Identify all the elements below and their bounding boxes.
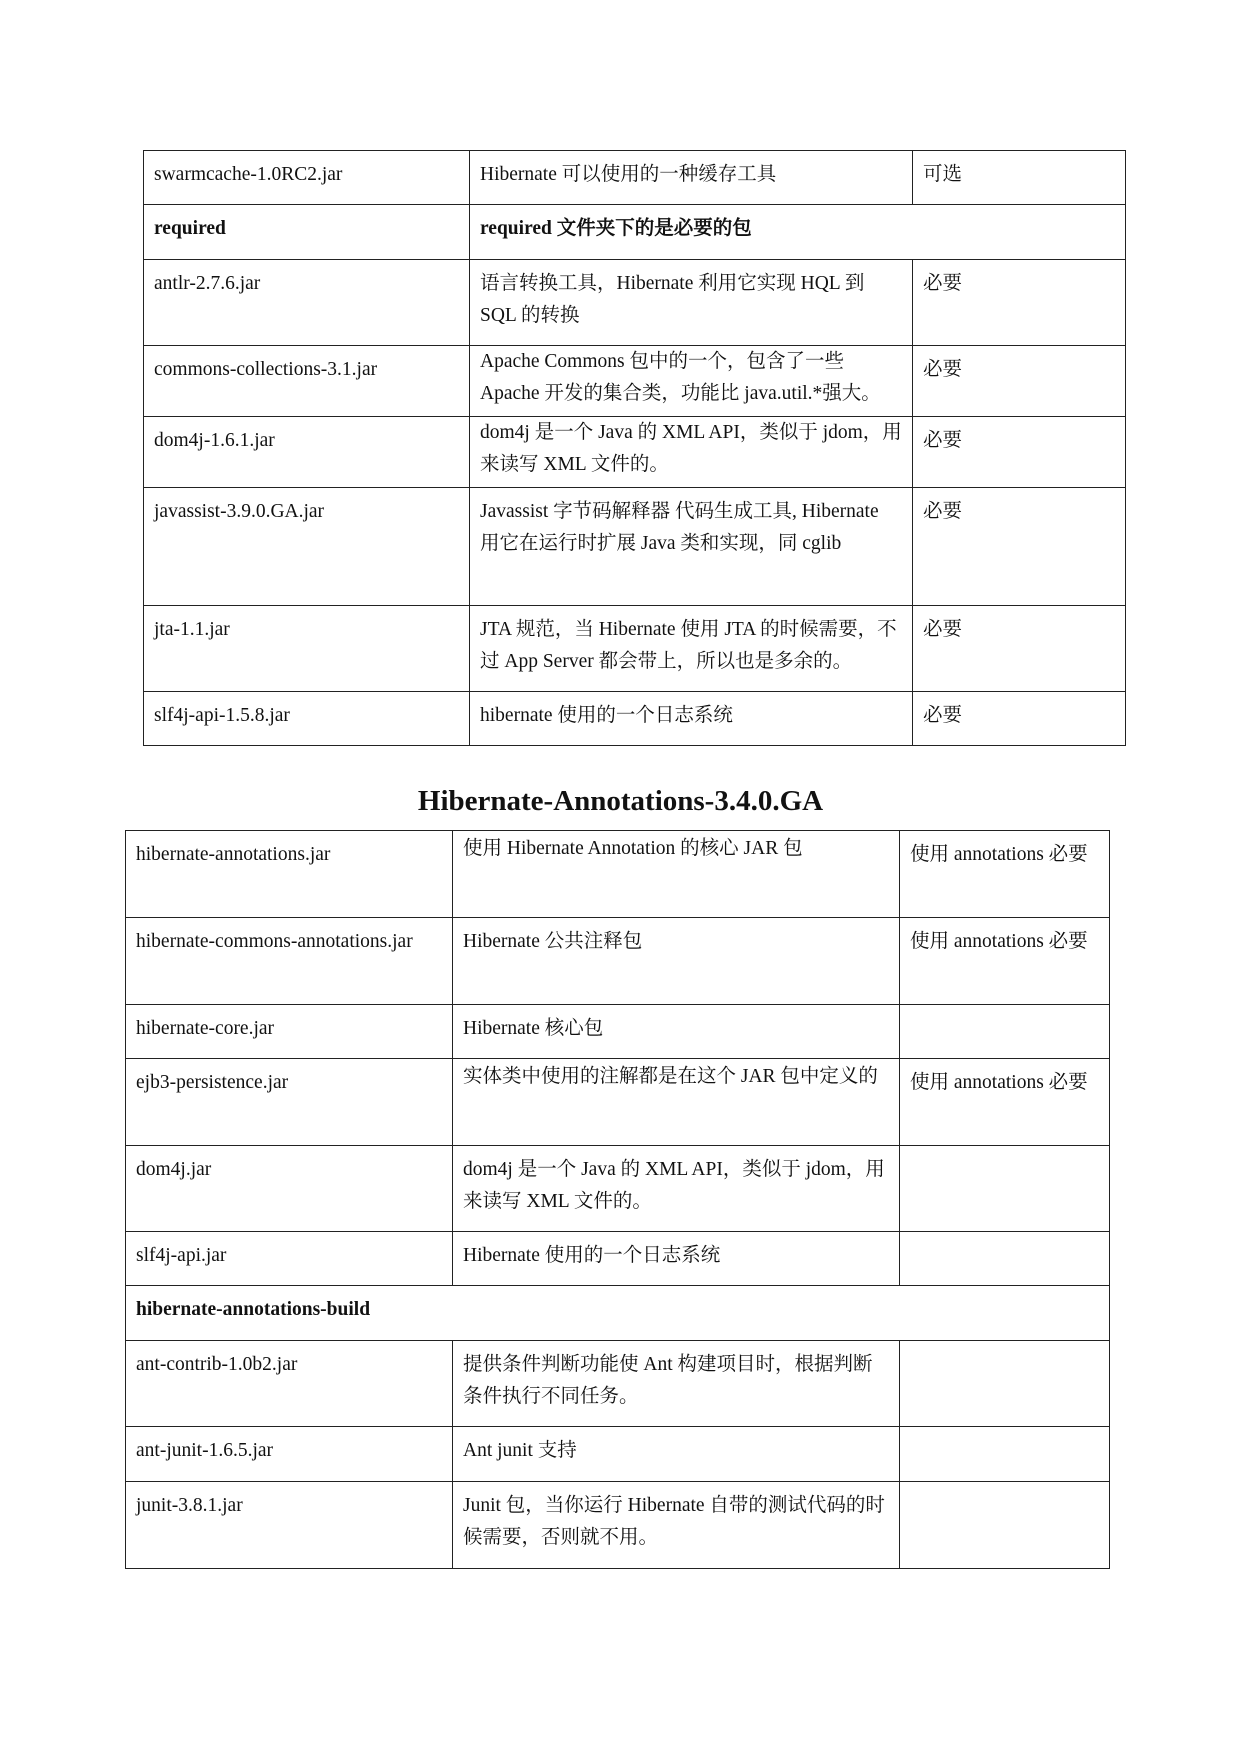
jar-description-cell: Hibernate 核心包: [453, 1005, 900, 1059]
jar-requirement-cell: 必要: [913, 417, 1126, 488]
table-row: [144, 488, 1126, 606]
jar-requirement-cell: 必要: [913, 692, 1126, 746]
section-row: [144, 205, 1126, 260]
jar-requirement-cell: [900, 1232, 1110, 1286]
jar-description-cell: Apache Commons 包中的一个，包含了一些 Apache 开发的集合类，功能比 java.util.*强大。: [470, 346, 913, 417]
jar-description-cell: 使用 Hibernate Annotation 的核心 JAR 包: [453, 831, 900, 918]
jar-name-cell: jta-1.1.jar: [144, 606, 470, 692]
jar-description-cell: 提供条件判断功能使 Ant 构建项目时，根据判断条件执行不同任务。: [453, 1341, 900, 1427]
table-row: [126, 918, 1110, 1005]
table-row: [144, 692, 1126, 746]
table-row: [126, 1146, 1110, 1232]
jar-requirement-cell: 必要: [913, 606, 1126, 692]
jar-name-cell: swarmcache-1.0RC2.jar: [144, 151, 470, 205]
jar-requirement-cell: 必要: [913, 346, 1126, 417]
table-row: [126, 831, 1110, 918]
jar-name-cell: junit-3.8.1.jar: [126, 1482, 453, 1569]
jar-description-cell: 实体类中使用的注解都是在这个 JAR 包中定义的: [453, 1059, 900, 1146]
jar-description-cell: hibernate 使用的一个日志系统: [470, 692, 913, 746]
jar-name-cell: hibernate-commons-annotations.jar: [126, 918, 453, 1005]
section-name-cell: hibernate-annotations-build: [126, 1286, 1110, 1341]
section-row: [126, 1286, 1110, 1341]
jar-requirement-cell: [900, 1146, 1110, 1232]
section-description-cell: required 文件夹下的是必要的包: [470, 205, 1126, 260]
jar-description-cell: Hibernate 公共注释包: [453, 918, 900, 1005]
jar-name-cell: antlr-2.7.6.jar: [144, 260, 470, 346]
table-row: [126, 1341, 1110, 1427]
jar-description-cell: dom4j 是一个 Java 的 XML API，类似于 jdom，用来读写 XML 文件的。: [470, 417, 913, 488]
jar-requirement-cell: [900, 1341, 1110, 1427]
jar-description-cell: JTA 规范，当 Hibernate 使用 JTA 的时候需要，不过 App Server 都会带上，所以也是多余的。: [470, 606, 913, 692]
jar-requirement-cell: [900, 1005, 1110, 1059]
jar-table-hibernate-core: [143, 150, 1126, 746]
jar-table-hibernate-annotations: [125, 830, 1110, 1569]
jar-requirement-cell: [900, 1482, 1110, 1569]
table-row: [144, 417, 1126, 488]
jar-requirement-cell: [900, 1427, 1110, 1482]
jar-description-cell: Hibernate 可以使用的一种缓存工具: [470, 151, 913, 205]
jar-name-cell: dom4j-1.6.1.jar: [144, 417, 470, 488]
jar-name-cell: ejb3-persistence.jar: [126, 1059, 453, 1146]
section-name-cell: required: [144, 205, 470, 260]
table-row: [126, 1232, 1110, 1286]
jar-name-cell: slf4j-api.jar: [126, 1232, 453, 1286]
jar-description-cell: Ant junit 支持: [453, 1427, 900, 1482]
table-row: [126, 1059, 1110, 1146]
jar-name-cell: slf4j-api-1.5.8.jar: [144, 692, 470, 746]
jar-requirement-cell: 使用 annotations 必要: [900, 1059, 1110, 1146]
jar-requirement-cell: 必要: [913, 488, 1126, 606]
jar-requirement-cell: 使用 annotations 必要: [900, 918, 1110, 1005]
jar-name-cell: hibernate-annotations.jar: [126, 831, 453, 918]
jar-name-cell: ant-contrib-1.0b2.jar: [126, 1341, 453, 1427]
jar-description-cell: dom4j 是一个 Java 的 XML API，类似于 jdom，用来读写 XML 文件的。: [453, 1146, 900, 1232]
table-row: [144, 260, 1126, 346]
jar-requirement-cell: 可选: [913, 151, 1126, 205]
jar-name-cell: commons-collections-3.1.jar: [144, 346, 470, 417]
table-row: [126, 1482, 1110, 1569]
jar-description-cell: Javassist 字节码解释器 代码生成工具, Hibernate 用它在运行时扩展 Java 类和实现，同 cglib: [470, 488, 913, 606]
jar-description-cell: Hibernate 使用的一个日志系统: [453, 1232, 900, 1286]
jar-description-cell: 语言转换工具，Hibernate 利用它实现 HQL 到 SQL 的转换: [470, 260, 913, 346]
table-row: [144, 606, 1126, 692]
table-row: [126, 1005, 1110, 1059]
jar-name-cell: hibernate-core.jar: [126, 1005, 453, 1059]
jar-name-cell: javassist-3.9.0.GA.jar: [144, 488, 470, 606]
table-row: [144, 151, 1126, 205]
table-row: [126, 1427, 1110, 1482]
jar-name-cell: ant-junit-1.6.5.jar: [126, 1427, 453, 1482]
table-row: [144, 346, 1126, 417]
jar-description-cell: Junit 包，当你运行 Hibernate 自带的测试代码的时候需要，否则就不用。: [453, 1482, 900, 1569]
jar-requirement-cell: 使用 annotations 必要: [900, 831, 1110, 918]
section-title: Hibernate-Annotations-3.4.0.GA: [417, 785, 824, 817]
jar-name-cell: dom4j.jar: [126, 1146, 453, 1232]
jar-requirement-cell: 必要: [913, 260, 1126, 346]
